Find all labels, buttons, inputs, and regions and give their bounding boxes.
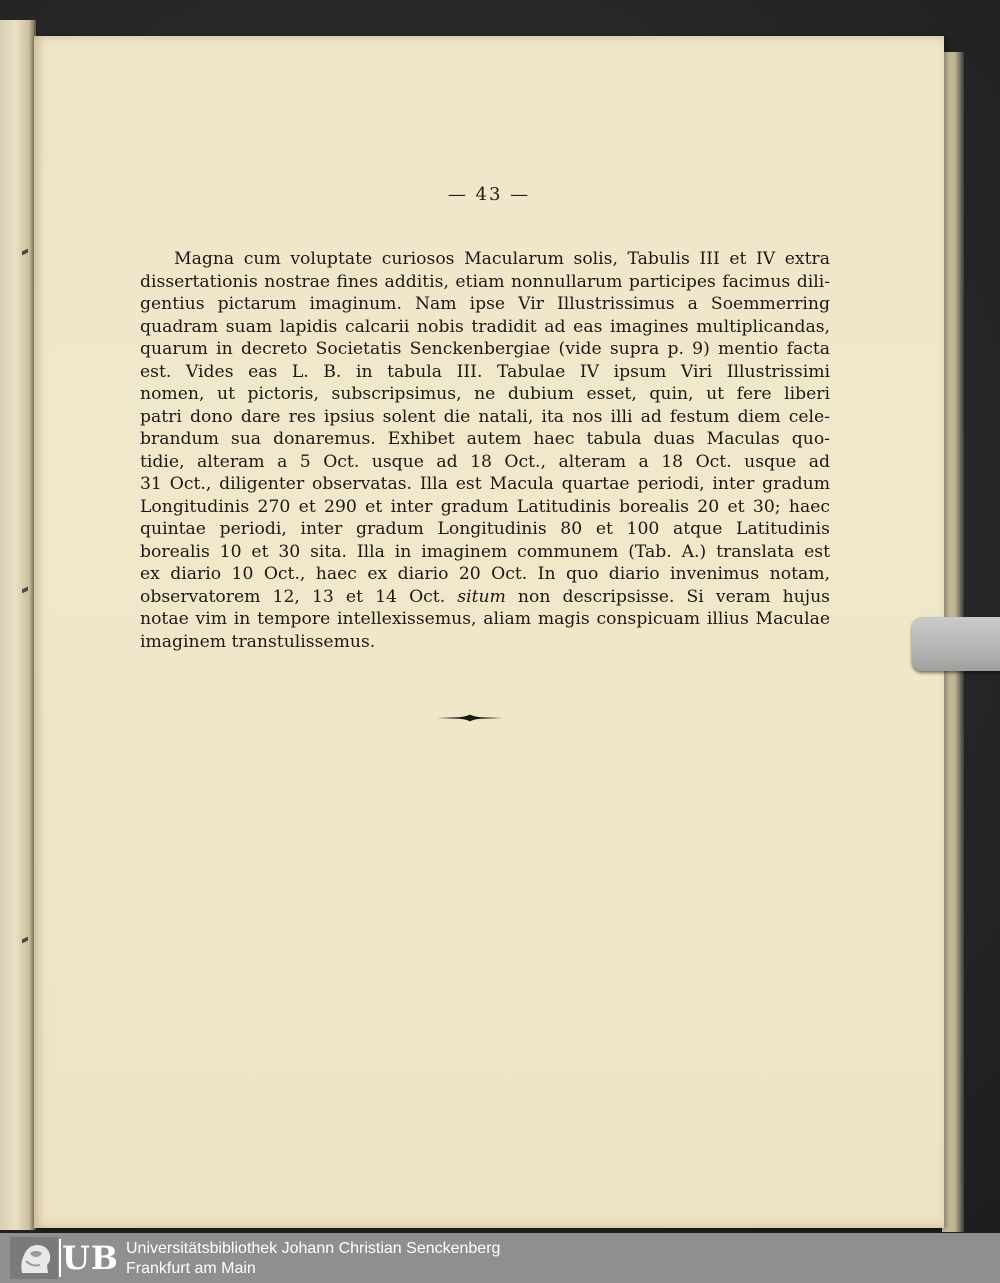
book-page <box>34 36 944 1228</box>
previous-page-edge <box>0 20 36 1230</box>
page-edge-mark <box>22 249 28 256</box>
text-line: ex diario 10 Oct., haec ex diario 20 Oct. In quo diario invenimus notam, <box>140 564 830 584</box>
page-tab-marker <box>912 617 1000 671</box>
text-line <box>140 586 830 609</box>
library-name-line1: Universitätsbibliothek Johann Christian Senckenberg <box>126 1240 501 1257</box>
text-line: patri dono dare res ipsius solent die natali, ita nos illi ad festum diem cele- <box>140 406 830 427</box>
italic-word: situm <box>457 586 506 607</box>
page-edge-mark <box>22 587 28 594</box>
text-line: nomen, ut pictoris, subscripsimus, ne dubium esset, quin, ut fere liberi <box>140 384 830 404</box>
library-name <box>126 1239 500 1279</box>
body-text <box>140 248 830 653</box>
text-line: Longitudinis 270 et 290 et inter gradum Latitudinis borealis 20 et 30; haec <box>140 496 830 517</box>
text-segment: non descripsisse. Si veram hujus <box>505 586 830 607</box>
text-line: brandum sua donaremus. Exhibet autem haec tabula duas Maculas quo- <box>140 429 830 449</box>
text-line: est. Vides eas L. B. in tabula III. Tabulae IV ipsum Viri Illustrissimi <box>140 361 830 382</box>
text-line: gentius pictarum imaginum. Nam ipse Vir Illustrissimus a Soemmerring <box>140 294 830 314</box>
library-footer <box>0 1233 1000 1283</box>
library-logo-text: UB <box>62 1239 119 1277</box>
text-line: quarum in decreto Societatis Senckenbergiae (vide supra p. 9) mentio facta <box>140 339 830 359</box>
text-line: borealis 10 et 30 sita. Illa in imaginem communem (Tab. A.) translata est <box>140 541 830 562</box>
ornament-divider-icon <box>437 712 503 724</box>
text-line: quadram suam lapidis calcarii nobis tradidit ad eas imagines multiplicandas, <box>140 316 830 337</box>
text-line: notae vim in tempore intellexissemus, aliam magis conspicuam illius Maculae <box>140 609 830 629</box>
text-line: 31 Oct., diligenter observatas. Illa est Macula quartae periodi, inter gradum <box>140 474 830 494</box>
text-segment: observatorem 12, 13 et 14 Oct. <box>140 586 458 607</box>
text-line: quintae periodi, inter gradum Longitudinis 80 et 100 atque Latitudinis <box>140 519 830 539</box>
library-name-line2: Frankfurt am Main <box>126 1260 256 1277</box>
page-edge-mark <box>22 937 28 944</box>
text-line: imaginem transtulissemus. <box>140 631 376 652</box>
text-line: Magna cum voluptate curiosos Macularum solis, Tabulis III et IV extra <box>174 249 830 269</box>
page-number: — 43 — <box>447 184 531 205</box>
text-line: tidie, alteram a 5 Oct. usque ad 18 Oct., alteram a 18 Oct. usque ad <box>140 451 830 472</box>
text-line: dissertationis nostrae fines additis, etiam nonnullarum participes facimus dili- <box>140 271 830 292</box>
